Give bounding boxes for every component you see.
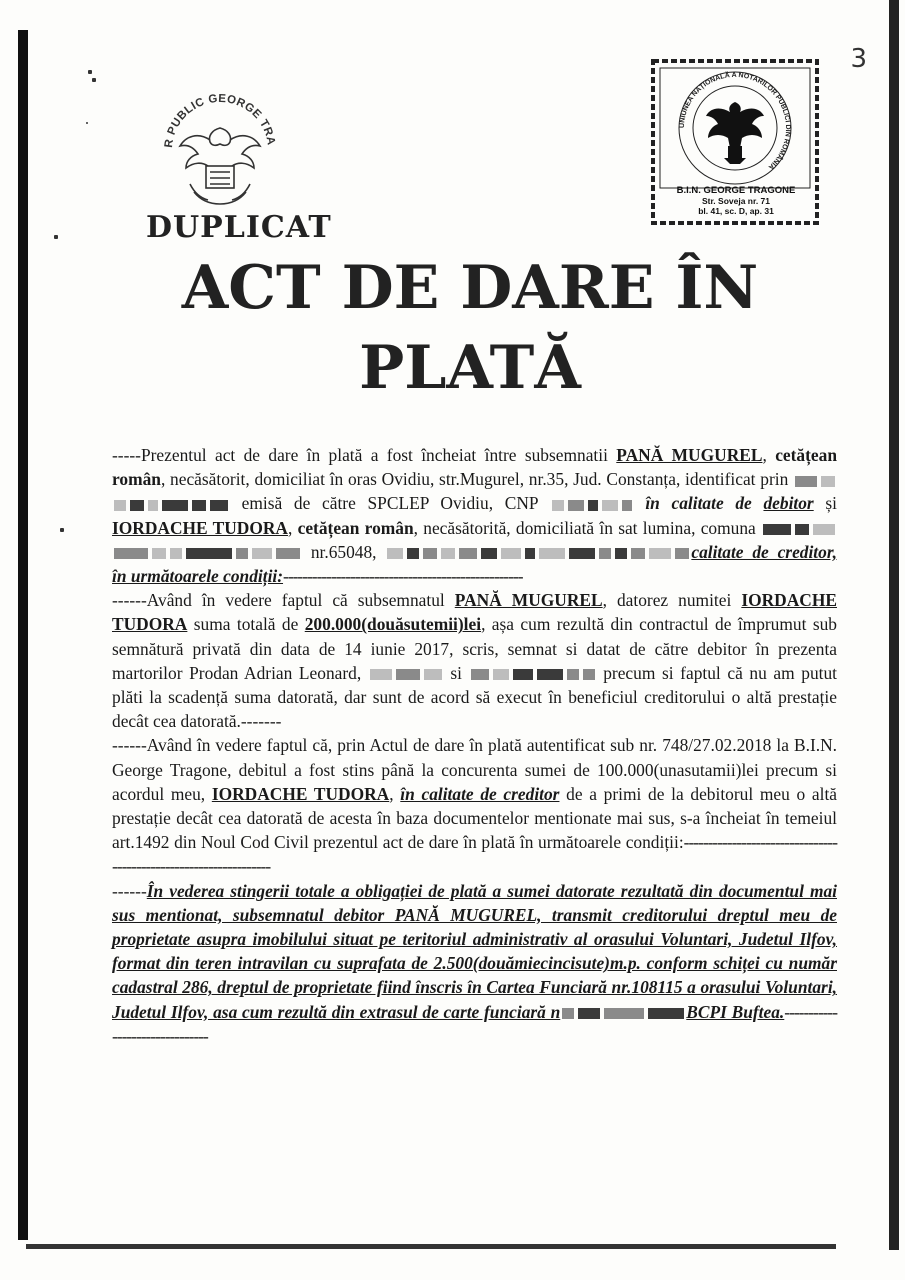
scan-speck	[88, 70, 92, 74]
scan-speck	[92, 78, 96, 82]
text	[634, 493, 646, 513]
redaction	[252, 548, 272, 559]
stamp-street: Str. Soveja nr. 71	[701, 196, 771, 206]
scan-edge-left	[18, 30, 28, 1240]
text: -----Prezentul act de dare în plată a fost încheiat între subsemnatii	[112, 445, 617, 465]
text: , necăsătorită, domiciliată în sat lumina, comuna	[413, 517, 762, 538]
creditor-role: calitate de creditor, în următoarele condiții:	[112, 541, 837, 587]
redaction	[192, 500, 206, 511]
debtor-name: PANĂ MUGUREL	[454, 590, 603, 611]
redaction	[622, 500, 632, 511]
redaction	[459, 548, 477, 559]
stamp-building: bl. 41, sc. D, ap. 31	[698, 206, 774, 216]
creditor-name: IORDACHE TUDORA	[112, 517, 288, 538]
redaction	[525, 548, 535, 559]
text: precum si faptul că nu am putut plăti la scadență suma datorată, dar sunt de acord să execut în beneficiul creditorului o altă prestație decât cea datorată.-------	[112, 662, 837, 732]
title-line-1: ACT DE DARE ÎN	[181, 253, 759, 323]
redaction	[423, 548, 437, 559]
paragraph-debt	[112, 588, 837, 733]
round-seal-text: R PUBLIC GEORGE TRA	[162, 92, 277, 149]
redaction	[537, 669, 563, 680]
redaction	[370, 669, 392, 680]
text: de a primi de la debitorul meu o altă prestație decât cea datorată de acesta în baza documentelor mentionate mai sus, s-a încheiat în temeiul art.1492 din Noul Cod Civil prezentul act de dare în plată în următoarele condiții:	[112, 783, 837, 853]
redaction	[615, 548, 627, 559]
citizenship: cetățean român	[112, 445, 837, 490]
title-line-2: PLATĂ	[359, 333, 581, 403]
redaction	[569, 548, 595, 559]
dash-fill: -------------------------------	[112, 1001, 837, 1046]
redaction	[114, 548, 148, 559]
redaction	[210, 500, 228, 511]
text: ,	[389, 783, 401, 804]
text: , datorez numitei	[602, 590, 742, 611]
text: nr.65048,	[302, 541, 386, 562]
transfer-clause: În vederea stingerii totale a obligației de plată a sumei datorate rezultată din documentul mai sus mentionat, subsemnatul debitor PANĂ MUGUREL, transmit creditorului dreptul meu de proprietate asupra imobilului situat pe teritoriul administrativ al orasului Voluntari, Judetul Ilfov, format din teren intravilan cu suprafata de 2.500(douămiecincisute)m.p. conform schiței cu număr cadastral 286, dreptul de proprietate fiind înscris în Cartea Funciară nr.108115 a orasului Voluntari, Judetul Ilfov, asa cum rezultă din extrasul de carte funciară n	[112, 880, 837, 1022]
scan-speck	[86, 122, 88, 124]
redaction	[114, 500, 126, 511]
debtor-role-word: debitor	[763, 493, 814, 514]
paragraph-prior-act	[112, 733, 837, 878]
redaction	[513, 669, 533, 680]
redaction	[583, 669, 595, 680]
text: și	[813, 493, 837, 514]
redaction	[604, 1008, 644, 1019]
redaction	[493, 669, 509, 680]
redaction	[170, 548, 182, 559]
redaction	[162, 500, 188, 511]
redaction	[602, 500, 618, 511]
paragraph-transfer	[112, 879, 837, 1048]
redaction	[675, 548, 689, 559]
redaction	[588, 500, 598, 511]
redaction	[813, 524, 835, 535]
redaction	[821, 476, 835, 487]
duplicat-mark: DUPLICAT	[146, 210, 332, 245]
text: si	[443, 662, 469, 683]
redaction	[567, 669, 579, 680]
creditor-name: IORDACHE TUDORA	[112, 590, 837, 635]
debtor-name: PANĂ MUGUREL	[616, 445, 763, 465]
scan-edge-right	[889, 0, 899, 1250]
creditor-name: IORDACHE TUDORA	[211, 783, 390, 804]
redaction	[539, 548, 565, 559]
redaction	[763, 524, 791, 535]
paragraph-parties	[112, 443, 837, 588]
text: ------	[112, 880, 147, 901]
redaction	[148, 500, 158, 511]
text: ------Având în vedere faptul că subsemnatul	[112, 590, 455, 611]
scan-bottom-rule	[26, 1244, 836, 1249]
redaction	[562, 1008, 574, 1019]
redaction	[424, 669, 442, 680]
redaction	[186, 548, 232, 559]
stamp-office-name: B.I.N. GEORGE TRAGONE	[676, 185, 796, 196]
total-sum: 200.000(douăsutemii)lei	[304, 614, 482, 635]
document-body	[112, 443, 837, 1048]
debtor-role: în calitate de	[645, 493, 764, 514]
redaction	[387, 548, 403, 559]
redaction	[631, 548, 645, 559]
redaction	[578, 1008, 600, 1019]
redaction	[552, 500, 564, 511]
notary-round-seal	[150, 80, 290, 220]
scan-speck	[60, 528, 64, 532]
text: ------Având în vedere faptul că, prin Actul de dare în plată autentificat sub nr. 748/27.02.2018 la B.I.N. George Tragone, debitul a fost stins până la concurenta sumei de 100.000(unasutamii)lei precum si acordul meu,	[112, 735, 837, 804]
text: ,	[762, 445, 776, 465]
redaction	[599, 548, 611, 559]
redaction	[795, 476, 817, 487]
stamp-address	[666, 186, 806, 216]
svg-text:NOTAR PUBLIC GEORGE TRAGONE	[150, 80, 277, 148]
text: emisă de către SPCLEP Ovidiu, CNP	[230, 493, 550, 514]
redaction	[130, 500, 144, 511]
redaction	[481, 548, 497, 559]
redaction	[276, 548, 300, 559]
redaction	[236, 548, 248, 559]
eagle-seal-icon	[150, 80, 290, 220]
redaction	[648, 1008, 684, 1019]
text: suma totală de	[187, 614, 305, 635]
redaction	[649, 548, 671, 559]
redaction	[396, 669, 420, 680]
text: ,	[287, 517, 298, 538]
creditor-role: în calitate de creditor	[400, 783, 560, 804]
redaction	[501, 548, 521, 559]
redaction	[795, 524, 809, 535]
transfer-clause-end: BCPI Buftea.	[686, 1001, 785, 1022]
redaction	[568, 500, 584, 511]
citizenship: cetățean român	[297, 517, 414, 538]
stamp-ring-text: UNIUNEA NAȚIONALĂ A NOTARILOR PUBLICI DIN ROMÂNIA	[678, 71, 792, 171]
text: , așa cum rezultă din contractul de împrumut sub semnătură privată din data de 14 iunie 2017, scris, semnat si datat de către debitor în prezenta martorilor Prodan Adrian Leonard,	[112, 614, 837, 683]
dash-fill: --------------------------------------------------	[283, 566, 523, 587]
document-title	[90, 248, 850, 408]
redaction	[152, 548, 166, 559]
page-number: 3	[850, 44, 867, 74]
redaction	[407, 548, 419, 559]
dash-fill: -----------------------------------------------------------------	[112, 832, 837, 877]
scan-speck	[54, 235, 58, 239]
redaction	[441, 548, 455, 559]
text: , necăsătorit, domiciliat în oras Ovidiu, str.Mugurel, nr.35, Jud. Constanța, identificat prin	[160, 469, 793, 490]
redaction	[471, 669, 489, 680]
